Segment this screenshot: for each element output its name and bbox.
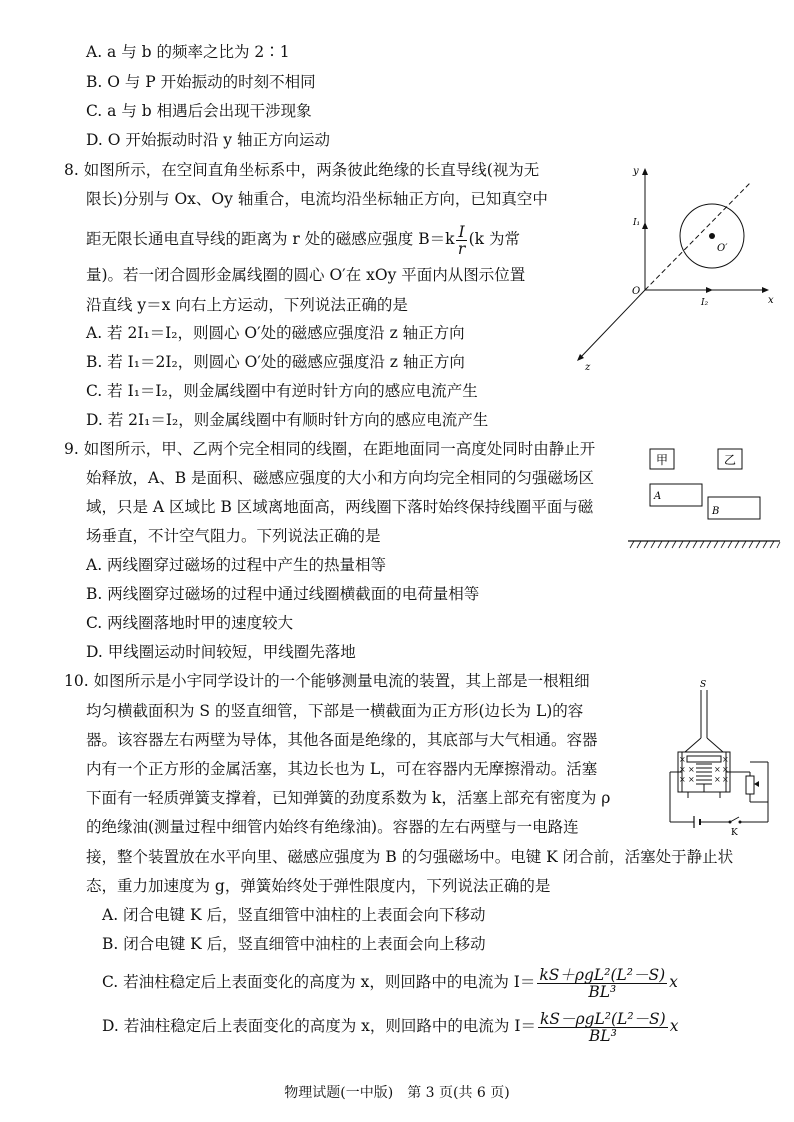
q10-option-c-denominator: BL³	[588, 982, 617, 1001]
q9-stem-line4: 场垂直，不计空气阻力。下列说法正确的是	[86, 527, 381, 545]
q10-option-c-text: C. 若油柱稳定后上表面变化的高度为 x，则回路中的电流为 I＝	[102, 973, 536, 991]
svg-text:×: ×	[688, 765, 695, 774]
svg-text:×: ×	[722, 755, 729, 764]
q10-stem-line5: 下面有一轻质弹簧支撑着，已知弹簧的劲度系数为 k，活塞上部充有密度为 ρ	[86, 789, 611, 807]
q9-option-b: B. 两线圈穿过磁场的过程中通过线圈横截面的电荷量相等	[86, 585, 480, 603]
q10-option-b: B. 闭合电键 K 后，竖直细管中油柱的上表面会向上移动	[102, 935, 486, 953]
q10-option-d-fraction	[538, 1011, 668, 1044]
q10-figure-apparatus	[660, 672, 785, 847]
q9-figure-coils-and-fields	[620, 440, 790, 555]
q10-option-c-numerator: kS＋ρgL²(L²－S)	[539, 965, 666, 984]
svg-text:×: ×	[722, 765, 729, 774]
q10-option-c-x: x	[669, 973, 678, 991]
q8-stem-line3-post: (k 为常	[468, 230, 520, 248]
svg-text:×: ×	[722, 775, 729, 784]
q9-stem-line2: 始释放，A、B 是面积、磁感应强度的大小和方向均完全相同的匀强磁场区	[86, 469, 595, 487]
q9-fig-region-a: A	[654, 491, 662, 502]
q10-stem-line4: 内有一个正方形的金属活塞，其边长也为 L，可在容器内无摩擦滑动。活塞	[86, 760, 598, 778]
q10-fig-label-s: S	[700, 680, 707, 690]
q10-option-d	[102, 1008, 678, 1044]
q8-fig-current-i1: I₁	[633, 218, 641, 228]
q9-stem-line1: 9. 如图所示，甲、乙两个完全相同的线圈，在距地面同一高度处同时由静止开	[64, 440, 596, 458]
q10-stem-line8: 态，重力加速度为 g，弹簧始终处于弹性限度内，下列说法正确的是	[86, 877, 551, 895]
svg-text:×: ×	[679, 755, 686, 764]
q10-fig-label-k: K	[731, 828, 738, 838]
q7-option-d: D. O 开始振动时沿 y 轴正方向运动	[86, 131, 330, 149]
q10-option-d-x: x	[669, 1017, 679, 1035]
q9-fig-region-b: B	[712, 506, 720, 517]
q9-stem-line3: 域，只是 A 区域比 B 区域离地面高，两线圈下落时始终保持线圈平面与磁	[86, 498, 594, 516]
q8-fig-axis-x: x	[768, 295, 774, 306]
q8-option-a: A. 若 2I₁＝I₂，则圆心 O′处的磁感应强度沿 z 轴正方向	[86, 324, 465, 342]
q8-option-b: B. 若 I₁＝2I₂，则圆心 O′处的磁感应强度沿 z 轴正方向	[86, 353, 465, 371]
q8-fraction-denominator: r	[457, 239, 466, 258]
q8-option-d: D. 若 2I₁＝I₂，则金属线圈中有顺时针方向的感应电流产生	[86, 411, 489, 429]
q9-option-a: A. 两线圈穿过磁场的过程中产生的热量相等	[86, 556, 387, 574]
q8-stem-line5: 沿直线 y＝x 向右上方运动，下列说法正确的是	[86, 296, 408, 314]
q8-formula-fraction	[456, 224, 466, 257]
q10-stem-line6: 的绝缘油(测量过程中细管内始终有绝缘油)。容器的左右两壁与一电路连	[86, 818, 579, 836]
q10-stem-line7: 接，整个装置放在水平向里、磁感应强度为 B 的匀强磁场中。电键 K 闭合前，活塞处于静止状	[86, 848, 734, 866]
q8-stem-line2: 限长)分别与 Ox、Oy 轴重合，电流均沿坐标轴正方向，已知真空中	[86, 190, 548, 208]
q9-option-c: C. 两线圈落地时甲的速度较大	[86, 614, 294, 632]
q10-option-a: A. 闭合电键 K 后，竖直细管中油柱的上表面会向下移动	[102, 906, 486, 924]
q10-option-c-fraction	[537, 967, 667, 1000]
q10-stem-line3: 器。该容器左右两壁为导体，其他各面是绝缘的，其底部与大气相通。容器	[86, 731, 598, 749]
svg-text:×: ×	[688, 775, 695, 784]
q7-option-b: B. O 与 P 开始振动的时刻不相同	[86, 73, 316, 91]
svg-text:×: ×	[679, 765, 686, 774]
q8-fig-origin: O	[632, 286, 641, 297]
q8-stem-line3-pre: 距无限长通电直导线的距离为 r 处的磁感应强度 B＝k	[86, 230, 455, 248]
q10-option-d-text: D. 若油柱稳定后上表面变化的高度为 x，则回路中的电流为 I＝	[102, 1017, 536, 1035]
q8-stem-line4: 量)。若一闭合圆形金属线圈的圆心 O′在 xOy 平面内从图示位置	[86, 266, 526, 284]
q7-option-c: C. a 与 b 相遇后会出现干涉现象	[86, 102, 312, 120]
q10-stem-line1: 10. 如图所示是小宇同学设计的一个能够测量电流的装置，其上部是一根粗细	[64, 672, 590, 690]
q8-fraction-numerator: I	[458, 222, 465, 241]
page-footer: 物理试题(一中版) 第 3 页(共 6 页)	[284, 1085, 510, 1101]
q8-stem-line1: 8. 如图所示，在空间直角坐标系中，两条彼此绝缘的长直导线(视为无	[64, 161, 540, 179]
q8-option-c: C. 若 I₁＝I₂，则金属线圈中有逆时针方向的感应电流产生	[86, 382, 478, 400]
svg-text:×: ×	[714, 775, 721, 784]
q8-fig-current-i2: I₂	[701, 298, 709, 308]
q8-figure-coordinate-system	[565, 160, 785, 375]
q9-fig-coil-jia: 甲	[656, 453, 669, 467]
q7-option-a: A. a 与 b 的频率之比为 2∶1	[86, 43, 290, 61]
svg-text:×: ×	[714, 765, 721, 774]
q8-fig-axis-z: z	[585, 362, 591, 373]
q10-option-c	[102, 964, 678, 1000]
q8-fig-center-oprime: O′	[717, 243, 728, 254]
q9-option-d: D. 甲线圈运动时间较短，甲线圈先落地	[86, 643, 356, 661]
svg-text:×: ×	[679, 775, 686, 784]
q10-stem-line2: 均匀横截面积为 S 的竖直细管，下部是一横截面为正方形(边长为 L)的容	[86, 702, 584, 720]
q8-stem-line3	[86, 221, 520, 257]
q10-option-d-numerator: kS－ρgL²(L²－S)	[539, 1009, 666, 1028]
q10-option-d-denominator: BL³	[588, 1026, 617, 1045]
q8-fig-axis-y: y	[633, 166, 639, 177]
q9-fig-coil-yi: 乙	[724, 453, 737, 467]
